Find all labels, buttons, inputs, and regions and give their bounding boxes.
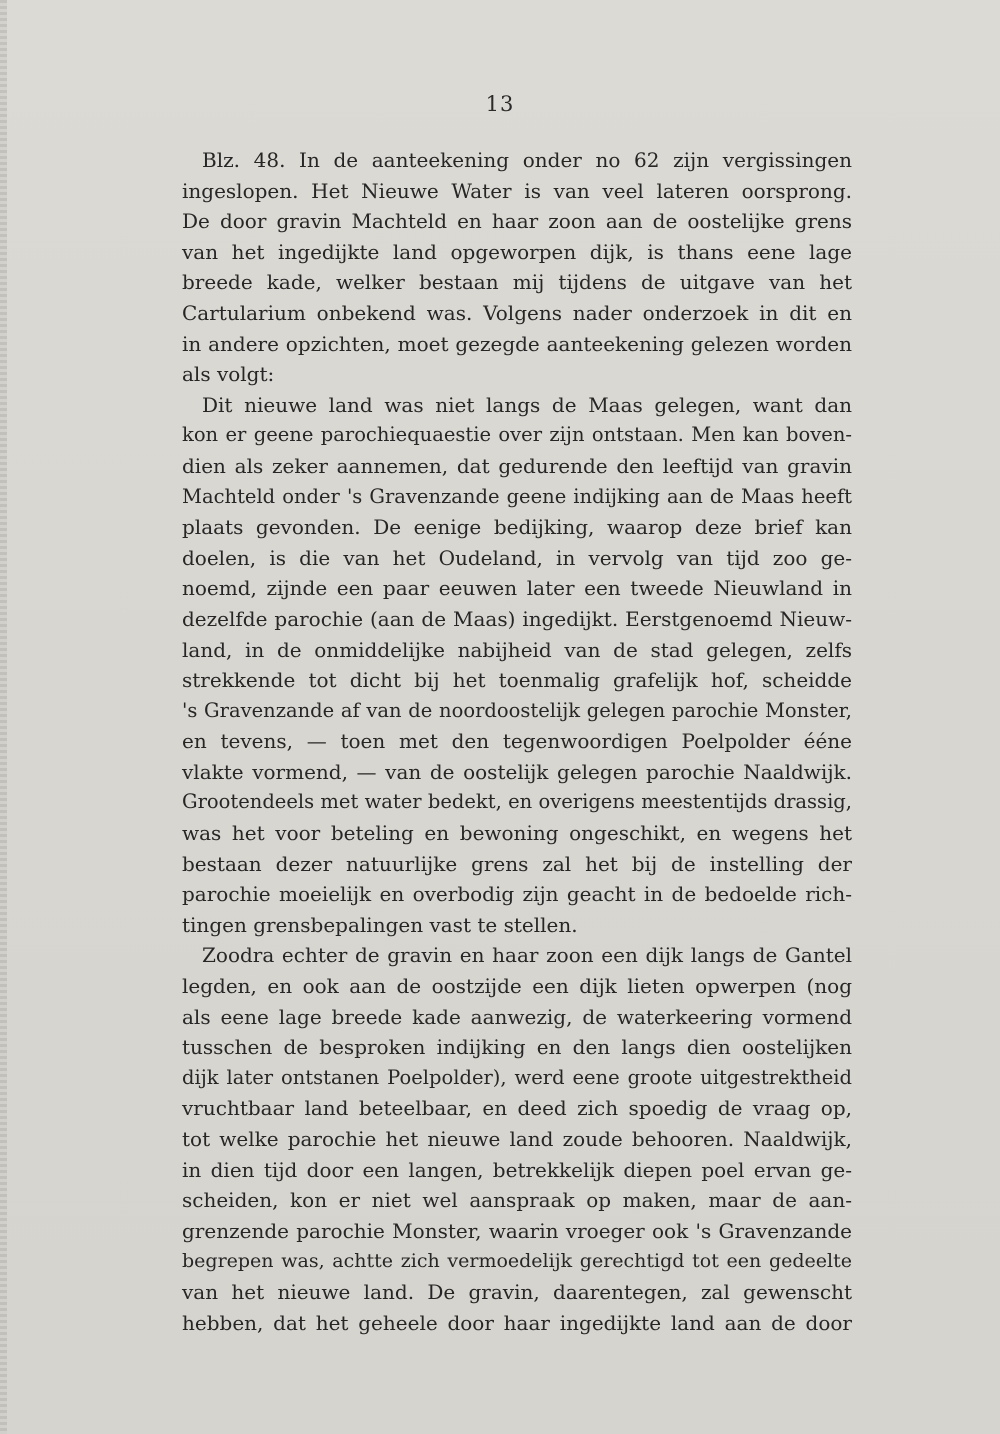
text-line: tusschen de besproken indijking en den langs dien oostelijken [182, 1035, 852, 1060]
text-line: hebben, dat het geheele door haar ingedijkte land aan de door [182, 1310, 852, 1335]
text-line: Cartularium onbekend was. Volgens nader onderzoek in dit en [182, 300, 852, 325]
text-line: parochie moeielijk en overbodig zijn geacht in de bedoelde rich- [182, 882, 852, 907]
text-line: dijk later ontstanen Poelpolder), werd eene groote uitgestrektheid [182, 1065, 852, 1089]
text-line: ingeslopen. Het Nieuwe Water is van veel lateren oorsprong. [182, 178, 852, 203]
text-line: bestaan dezer natuurlijke grens zal het bij de instelling der [182, 851, 852, 876]
text-line: kon er geene parochiequaestie over zijn ontstaan. Men kan boven- [182, 423, 852, 447]
body-text [182, 145, 852, 1338]
text-line: land, in de onmiddelijke nabijheid van de stad gelegen, zelfs [182, 637, 852, 662]
text-line: breede kade, welker bestaan mij tijdens de uitgave van het [182, 270, 852, 295]
text-line: tingen grensbepalingen vast te stellen. [182, 912, 578, 937]
text-line: als eene lage breede kade aanwezig, de waterkeering vormend [182, 1004, 852, 1029]
text-line: in dien tijd door een langen, betrekkelijk diepen poel ervan ge- [182, 1157, 852, 1182]
text-line: De door gravin Machteld en haar zoon aan de oostelijke grens [182, 209, 852, 234]
text-line: scheiden, kon er niet wel aanspraak op maken, maar de aan- [182, 1188, 852, 1213]
text-line: doelen, is die van het Oudeland, in vervolg van tijd zoo ge- [182, 545, 852, 570]
text-line: 's Gravenzande af van de noordoostelijk gelegen parochie Monster, [182, 698, 852, 722]
text-line: vruchtbaar land beteelbaar, en deed zich spoedig de vraag op, [182, 1096, 852, 1121]
text-line: en tevens, — toen met den tegenwoordigen Poelpolder ééne [182, 729, 852, 754]
text-line: tot welke parochie het nieuwe land zoude behooren. Naaldwijk, [182, 1127, 852, 1151]
text-line: Grootendeels met water bedekt, en overigens meestentijds drassig, [182, 790, 852, 814]
page-number: 13 [485, 92, 515, 116]
text-line: plaats gevonden. De eenige bedijking, waarop deze brief kan [182, 515, 852, 540]
text-line: in andere opzichten, moet gezegde aanteekening gelezen worden [182, 331, 852, 356]
text-line: legden, en ook aan de oostzijde een dijk lieten opwerpen (nog [182, 974, 852, 999]
text-line: als volgt: [182, 362, 275, 387]
text-line: Blz. 48. In de aanteekening onder no 62 zijn vergissingen [202, 148, 852, 172]
text-line: strekkende tot dicht bij het toenmalig grafelijk hof, scheidde [182, 668, 852, 693]
text-line: van het ingedijkte land opgeworpen dijk, is thans eene lage [182, 239, 852, 264]
text-line: dien als zeker aannemen, dat gedurende den leeftijd van gravin [182, 453, 852, 478]
text-line: Dit nieuwe land was niet langs de Maas gelegen, want dan [202, 392, 852, 417]
text-line: was het voor beteling en bewoning ongeschikt, en wegens het [182, 821, 852, 846]
text-line: Machteld onder 's Gravenzande geene indijking aan de Maas heeft [182, 484, 852, 508]
text-line: dezelfde parochie (aan de Maas) ingedijkt. Eerstgenoemd Nieuw- [182, 606, 852, 631]
text-line: begrepen was, achtte zich vermoedelijk gerechtigd tot een gedeelte [182, 1250, 852, 1273]
text-line: noemd, zijnde een paar eeuwen later een tweede Nieuwland in [182, 576, 852, 601]
binding-edge [0, 0, 7, 1434]
text-line: van het nieuwe land. De gravin, daarentegen, zal gewenscht [182, 1279, 852, 1304]
text-line: grenzende parochie Monster, waarin vroeger ook 's Gravenzande [182, 1218, 852, 1243]
text-line: Zoodra echter de gravin en haar zoon een dijk langs de Gantel [202, 943, 852, 968]
text-line: vlakte vormend, — van de oostelijk gelegen parochie Naaldwijk. [182, 759, 852, 784]
